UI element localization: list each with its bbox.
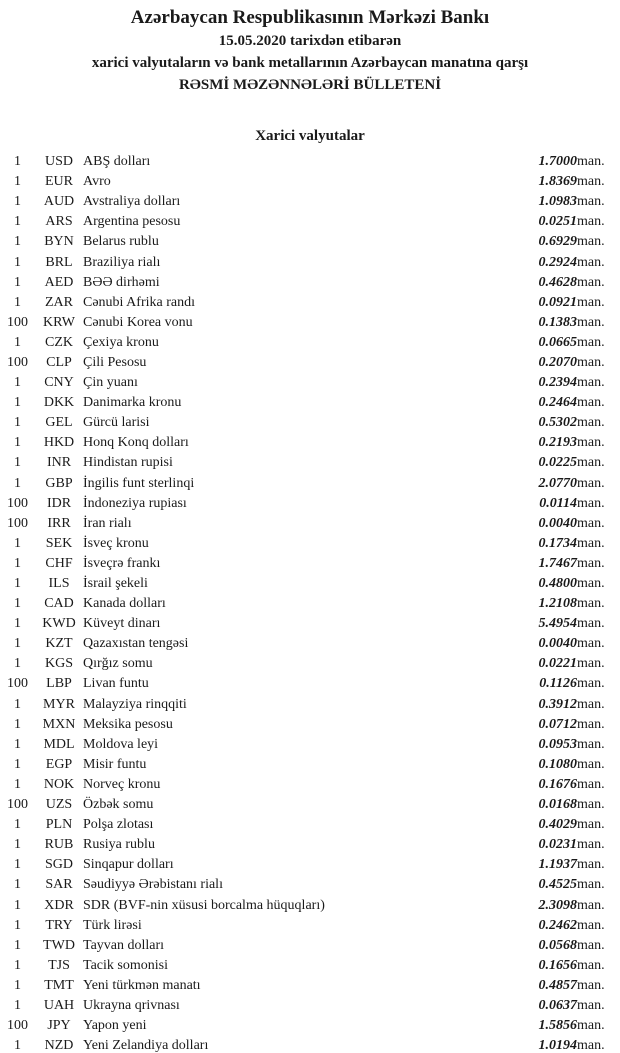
quantity: 1 bbox=[14, 274, 21, 290]
unit-label: man. bbox=[577, 435, 605, 451]
rate-row bbox=[0, 634, 620, 654]
effective-date-line: 15.05.2020 tarixdən etibarən bbox=[218, 33, 402, 49]
rate-row bbox=[0, 413, 620, 433]
quantity: 1 bbox=[14, 616, 21, 632]
unit-label: man. bbox=[577, 837, 605, 853]
rate-row bbox=[0, 474, 620, 494]
unit-label: man. bbox=[577, 375, 605, 391]
currency-code: CAD bbox=[44, 596, 74, 612]
rate-value: 1.5856 bbox=[538, 1018, 577, 1034]
quantity: 1 bbox=[14, 1038, 21, 1053]
currency-code: NZD bbox=[44, 1038, 74, 1053]
rate-row bbox=[0, 273, 620, 293]
rate-value: 2.3098 bbox=[538, 897, 577, 913]
rate-row bbox=[0, 654, 620, 674]
rate-value: 0.1126 bbox=[539, 676, 577, 692]
rate-value: 0.4628 bbox=[538, 274, 577, 290]
currency-name: Kanada dolları bbox=[83, 596, 166, 612]
currency-code: UZS bbox=[45, 797, 73, 813]
rate-value: 0.1734 bbox=[538, 535, 577, 551]
unit-label: man. bbox=[577, 455, 605, 471]
rate-row bbox=[0, 875, 620, 895]
currency-name: Özbək somu bbox=[83, 797, 154, 813]
quantity: 1 bbox=[14, 535, 21, 551]
currency-name: Qırğız somu bbox=[83, 656, 153, 672]
quantity: 1 bbox=[14, 636, 21, 652]
bulletin-title: RƏSMİ MƏZƏNNƏLƏRİ BÜLLETENİ bbox=[178, 77, 442, 93]
rate-value: 0.2070 bbox=[538, 354, 577, 370]
rate-row bbox=[0, 916, 620, 936]
rate-value: 1.8369 bbox=[538, 174, 577, 190]
currency-code: EGP bbox=[45, 756, 73, 772]
rate-row bbox=[0, 1036, 620, 1053]
rate-row bbox=[0, 494, 620, 514]
rate-value: 0.2464 bbox=[538, 395, 577, 411]
quantity: 1 bbox=[14, 555, 21, 571]
unit-label: man. bbox=[577, 716, 605, 732]
rate-value: 0.0921 bbox=[538, 294, 577, 310]
rate-value: 0.2462 bbox=[538, 917, 577, 933]
rate-value: 0.1676 bbox=[538, 776, 577, 792]
currency-code: IDR bbox=[46, 495, 72, 511]
quantity: 1 bbox=[14, 254, 21, 270]
unit-label: man. bbox=[577, 415, 605, 431]
unit-label: man. bbox=[577, 254, 605, 270]
rate-value: 0.1383 bbox=[538, 314, 577, 330]
currency-code: CHF bbox=[45, 555, 73, 571]
currency-code: AUD bbox=[43, 194, 75, 210]
unit-label: man. bbox=[577, 917, 605, 933]
unit-label: man. bbox=[577, 857, 605, 873]
currency-code: SGD bbox=[44, 857, 73, 873]
currency-name: İsveçrə frankı bbox=[83, 555, 161, 571]
rate-row bbox=[0, 695, 620, 715]
rate-row bbox=[0, 252, 620, 272]
currency-code: ILS bbox=[48, 576, 70, 592]
quantity: 1 bbox=[14, 435, 21, 451]
rate-row bbox=[0, 976, 620, 996]
rate-row bbox=[0, 574, 620, 594]
currency-code: UAH bbox=[43, 997, 75, 1013]
rate-row bbox=[0, 614, 620, 634]
currency-name: Çexiya kronu bbox=[83, 334, 159, 350]
currency-name: Livan funtu bbox=[83, 676, 149, 692]
rate-row bbox=[0, 996, 620, 1016]
currency-code: KWD bbox=[42, 616, 76, 632]
document-header bbox=[0, 0, 620, 96]
currency-name: ABŞ dolları bbox=[83, 154, 151, 170]
unit-label: man. bbox=[577, 957, 605, 973]
currency-name: Cənubi Afrika randı bbox=[83, 294, 195, 310]
subject-line: xarici valyutaların və bank metallarının Azərbaycan manatına qarşı bbox=[91, 55, 529, 71]
unit-label: man. bbox=[577, 1018, 605, 1034]
rate-row bbox=[0, 594, 620, 614]
rate-row bbox=[0, 956, 620, 976]
unit-label: man. bbox=[577, 736, 605, 752]
unit-label: man. bbox=[577, 214, 605, 230]
unit-label: man. bbox=[577, 977, 605, 993]
rate-row bbox=[0, 775, 620, 795]
quantity: 1 bbox=[14, 194, 21, 210]
quantity: 1 bbox=[14, 857, 21, 873]
quantity: 1 bbox=[14, 997, 21, 1013]
currency-code: RUB bbox=[44, 837, 74, 853]
rate-row bbox=[0, 715, 620, 735]
rate-row bbox=[0, 936, 620, 956]
quantity: 100 bbox=[7, 515, 28, 531]
rate-value: 1.7000 bbox=[538, 154, 577, 170]
unit-label: man. bbox=[577, 877, 605, 893]
quantity: 1 bbox=[14, 375, 21, 391]
rate-value: 1.0983 bbox=[538, 194, 577, 210]
quantity: 1 bbox=[14, 174, 21, 190]
quantity: 1 bbox=[14, 696, 21, 712]
currency-name: Ukrayna qrivnası bbox=[83, 997, 180, 1013]
currency-name: BƏƏ dirhəmi bbox=[83, 274, 160, 290]
unit-label: man. bbox=[577, 636, 605, 652]
currency-name: Türk lirəsi bbox=[83, 917, 142, 933]
currency-name: Sinqapur dolları bbox=[83, 857, 174, 873]
quantity: 1 bbox=[14, 455, 21, 471]
currency-code: CLP bbox=[46, 354, 72, 370]
quantity: 100 bbox=[7, 354, 28, 370]
quantity: 1 bbox=[14, 334, 21, 350]
currency-name: İsveç kronu bbox=[83, 535, 149, 551]
currency-name: Malayziya rinqqiti bbox=[83, 696, 187, 712]
unit-label: man. bbox=[577, 194, 605, 210]
rate-row bbox=[0, 855, 620, 875]
rate-value: 0.6929 bbox=[538, 234, 577, 250]
currency-code: BRL bbox=[45, 254, 73, 270]
quantity: 1 bbox=[14, 576, 21, 592]
unit-label: man. bbox=[577, 997, 605, 1013]
currency-code: LBP bbox=[46, 676, 72, 692]
unit-label: man. bbox=[577, 555, 605, 571]
currency-name: Honq Konq dolları bbox=[83, 435, 189, 451]
currency-code: MDL bbox=[43, 736, 75, 752]
currency-code: TMT bbox=[44, 977, 74, 993]
unit-label: man. bbox=[577, 897, 605, 913]
rate-value: 0.0225 bbox=[538, 455, 577, 471]
rate-row bbox=[0, 313, 620, 333]
currency-code: SAR bbox=[45, 877, 73, 893]
rate-row bbox=[0, 433, 620, 453]
quantity: 1 bbox=[14, 736, 21, 752]
currency-code: NOK bbox=[43, 776, 75, 792]
currency-name: Hindistan rupisi bbox=[83, 455, 173, 471]
rate-value: 0.2394 bbox=[538, 375, 577, 391]
unit-label: man. bbox=[577, 535, 605, 551]
rate-value: 1.7467 bbox=[538, 555, 577, 571]
currency-name: Gürcü larisi bbox=[83, 415, 150, 431]
unit-label: man. bbox=[577, 475, 605, 491]
quantity: 1 bbox=[14, 596, 21, 612]
quantity: 1 bbox=[14, 214, 21, 230]
rate-value: 0.0712 bbox=[538, 716, 577, 732]
currency-code: XDR bbox=[44, 897, 74, 913]
currency-name: Küveyt dinarı bbox=[83, 616, 161, 632]
bank-title: Azərbaycan Respublikasının Mərkəzi Bankı bbox=[130, 7, 490, 28]
unit-label: man. bbox=[577, 1038, 605, 1053]
currency-code: TJS bbox=[48, 957, 70, 973]
currency-code: EUR bbox=[45, 174, 73, 190]
currency-name: Moldova leyi bbox=[83, 736, 159, 752]
rate-row bbox=[0, 353, 620, 373]
currency-name: İndoneziya rupiası bbox=[83, 495, 187, 511]
currency-code: IRR bbox=[47, 515, 71, 531]
currency-code: GBP bbox=[45, 475, 73, 491]
rate-row bbox=[0, 212, 620, 232]
unit-label: man. bbox=[577, 937, 605, 953]
rate-row bbox=[0, 293, 620, 313]
unit-label: man. bbox=[577, 174, 605, 190]
unit-label: man. bbox=[577, 776, 605, 792]
rate-row bbox=[0, 514, 620, 534]
rate-row bbox=[0, 835, 620, 855]
currency-name: İsrail şekeli bbox=[83, 576, 148, 592]
rate-row bbox=[0, 674, 620, 694]
unit-label: man. bbox=[577, 616, 605, 632]
currency-name: Səudiyyə Ərəbistanı rialı bbox=[83, 877, 223, 893]
currency-code: AED bbox=[44, 274, 74, 290]
currency-name: SDR (BVF-nin xüsusi borcalma hüquqları) bbox=[83, 897, 325, 913]
quantity: 1 bbox=[14, 897, 21, 913]
currency-name: Norveç kronu bbox=[83, 776, 161, 792]
rate-value: 0.5302 bbox=[538, 415, 577, 431]
rate-value: 5.4954 bbox=[538, 616, 577, 632]
currency-name: Çin yuanı bbox=[83, 375, 138, 391]
rate-value: 1.2108 bbox=[538, 596, 577, 612]
currency-name: Danimarka kronu bbox=[83, 395, 182, 411]
exchange-rates-table bbox=[0, 152, 620, 1053]
currency-name: Argentina pesosu bbox=[83, 214, 181, 230]
quantity: 1 bbox=[14, 937, 21, 953]
rate-value: 0.0168 bbox=[538, 797, 577, 813]
unit-label: man. bbox=[577, 797, 605, 813]
currency-code: ZAR bbox=[45, 294, 73, 310]
quantity: 1 bbox=[14, 756, 21, 772]
rate-value: 2.0770 bbox=[538, 475, 577, 491]
rate-row bbox=[0, 534, 620, 554]
rate-value: 0.0231 bbox=[538, 837, 577, 853]
currency-name: İngilis funt sterlinqi bbox=[83, 475, 195, 491]
quantity: 1 bbox=[14, 395, 21, 411]
rate-row bbox=[0, 393, 620, 413]
rate-value: 0.0637 bbox=[538, 997, 577, 1013]
rate-value: 0.1656 bbox=[538, 957, 577, 973]
currency-code: USD bbox=[44, 154, 73, 170]
rate-value: 0.0665 bbox=[538, 334, 577, 350]
rate-row bbox=[0, 755, 620, 775]
unit-label: man. bbox=[577, 817, 605, 833]
currency-code: INR bbox=[46, 455, 72, 471]
quantity: 100 bbox=[7, 1018, 28, 1034]
section-title: Xarici valyutalar bbox=[255, 128, 365, 144]
quantity: 1 bbox=[14, 415, 21, 431]
currency-code: JPY bbox=[47, 1018, 71, 1034]
quantity: 1 bbox=[14, 817, 21, 833]
currency-name: Yapon yeni bbox=[83, 1018, 147, 1034]
quantity: 100 bbox=[7, 314, 28, 330]
rate-value: 1.0194 bbox=[538, 1038, 577, 1053]
currency-name: Avro bbox=[83, 174, 111, 190]
currency-name: Yeni Zelandiya dolları bbox=[83, 1038, 209, 1053]
currency-code: KRW bbox=[43, 314, 75, 330]
unit-label: man. bbox=[577, 756, 605, 772]
currency-code: CZK bbox=[45, 334, 73, 350]
currency-code: TWD bbox=[43, 937, 75, 953]
currency-code: HKD bbox=[43, 435, 75, 451]
currency-name: Belarus rublu bbox=[83, 234, 159, 250]
rate-value: 0.2924 bbox=[538, 254, 577, 270]
quantity: 100 bbox=[7, 676, 28, 692]
unit-label: man. bbox=[577, 395, 605, 411]
quantity: 1 bbox=[14, 776, 21, 792]
currency-code: MXN bbox=[42, 716, 76, 732]
rate-row bbox=[0, 453, 620, 473]
currency-code: MYR bbox=[43, 696, 75, 712]
currency-name: Tayvan dolları bbox=[83, 937, 165, 953]
unit-label: man. bbox=[577, 676, 605, 692]
quantity: 100 bbox=[7, 495, 28, 511]
unit-label: man. bbox=[577, 515, 605, 531]
currency-name: Braziliya rialı bbox=[83, 254, 161, 270]
quantity: 1 bbox=[14, 917, 21, 933]
unit-label: man. bbox=[577, 294, 605, 310]
rate-row bbox=[0, 172, 620, 192]
unit-label: man. bbox=[577, 314, 605, 330]
currency-name: Misir funtu bbox=[83, 756, 147, 772]
rate-value: 0.0221 bbox=[538, 656, 577, 672]
exchange-rates-body bbox=[0, 152, 620, 1053]
rate-row bbox=[0, 554, 620, 574]
quantity: 1 bbox=[14, 656, 21, 672]
quantity: 1 bbox=[14, 957, 21, 973]
currency-code: DKK bbox=[43, 395, 75, 411]
quantity: 1 bbox=[14, 837, 21, 853]
rate-value: 0.0953 bbox=[538, 736, 577, 752]
rate-row bbox=[0, 333, 620, 353]
currency-code: CNY bbox=[44, 375, 74, 391]
quantity: 100 bbox=[7, 797, 28, 813]
currency-code: KGS bbox=[44, 656, 73, 672]
rate-value: 1.1937 bbox=[538, 857, 577, 873]
currency-name: Meksika pesosu bbox=[83, 716, 173, 732]
unit-label: man. bbox=[577, 154, 605, 170]
rate-row bbox=[0, 1016, 620, 1036]
rate-row bbox=[0, 373, 620, 393]
rate-row bbox=[0, 735, 620, 755]
currency-name: Yeni türkmən manatı bbox=[83, 977, 201, 993]
currency-name: Cənubi Korea vonu bbox=[83, 314, 193, 330]
rate-row bbox=[0, 232, 620, 252]
quantity: 1 bbox=[14, 294, 21, 310]
unit-label: man. bbox=[577, 596, 605, 612]
unit-label: man. bbox=[577, 495, 605, 511]
unit-label: man. bbox=[577, 334, 605, 350]
unit-label: man. bbox=[577, 696, 605, 712]
quantity: 1 bbox=[14, 877, 21, 893]
rate-value: 0.0114 bbox=[539, 495, 577, 511]
currency-code: BYN bbox=[44, 234, 74, 250]
quantity: 1 bbox=[14, 977, 21, 993]
rate-value: 0.0568 bbox=[538, 937, 577, 953]
unit-label: man. bbox=[577, 576, 605, 592]
rate-value: 0.1080 bbox=[538, 756, 577, 772]
rate-value: 0.0251 bbox=[538, 214, 577, 230]
rate-value: 0.4029 bbox=[538, 817, 577, 833]
currency-code: ARS bbox=[45, 214, 73, 230]
rate-row bbox=[0, 895, 620, 915]
unit-label: man. bbox=[577, 234, 605, 250]
quantity: 1 bbox=[14, 154, 21, 170]
rate-value: 0.4857 bbox=[538, 977, 577, 993]
rate-value: 0.4525 bbox=[538, 877, 577, 893]
currency-code: TRY bbox=[45, 917, 73, 933]
currency-name: İran rialı bbox=[83, 515, 132, 531]
quantity: 1 bbox=[14, 234, 21, 250]
rate-value: 0.0040 bbox=[538, 515, 577, 531]
rate-row bbox=[0, 152, 620, 172]
currency-code: KZT bbox=[45, 636, 73, 652]
rate-row bbox=[0, 815, 620, 835]
currency-name: Polşa zlotası bbox=[83, 817, 154, 833]
currency-name: Çili Pesosu bbox=[83, 354, 147, 370]
unit-label: man. bbox=[577, 656, 605, 672]
rate-value: 0.2193 bbox=[538, 435, 577, 451]
rate-row bbox=[0, 795, 620, 815]
currency-name: Qazaxıstan tengəsi bbox=[83, 636, 189, 652]
unit-label: man. bbox=[577, 354, 605, 370]
currency-code: GEL bbox=[45, 415, 73, 431]
currency-name: Rusiya rublu bbox=[83, 837, 155, 853]
currency-code: SEK bbox=[45, 535, 73, 551]
currency-code: PLN bbox=[45, 817, 73, 833]
quantity: 1 bbox=[14, 716, 21, 732]
currency-name: Avstraliya dolları bbox=[83, 194, 181, 210]
rate-value: 0.3912 bbox=[538, 696, 577, 712]
quantity: 1 bbox=[14, 475, 21, 491]
rate-value: 0.4800 bbox=[538, 576, 577, 592]
unit-label: man. bbox=[577, 274, 605, 290]
rate-row bbox=[0, 192, 620, 212]
currency-name: Tacik somonisi bbox=[83, 957, 168, 973]
rate-value: 0.0040 bbox=[538, 636, 577, 652]
